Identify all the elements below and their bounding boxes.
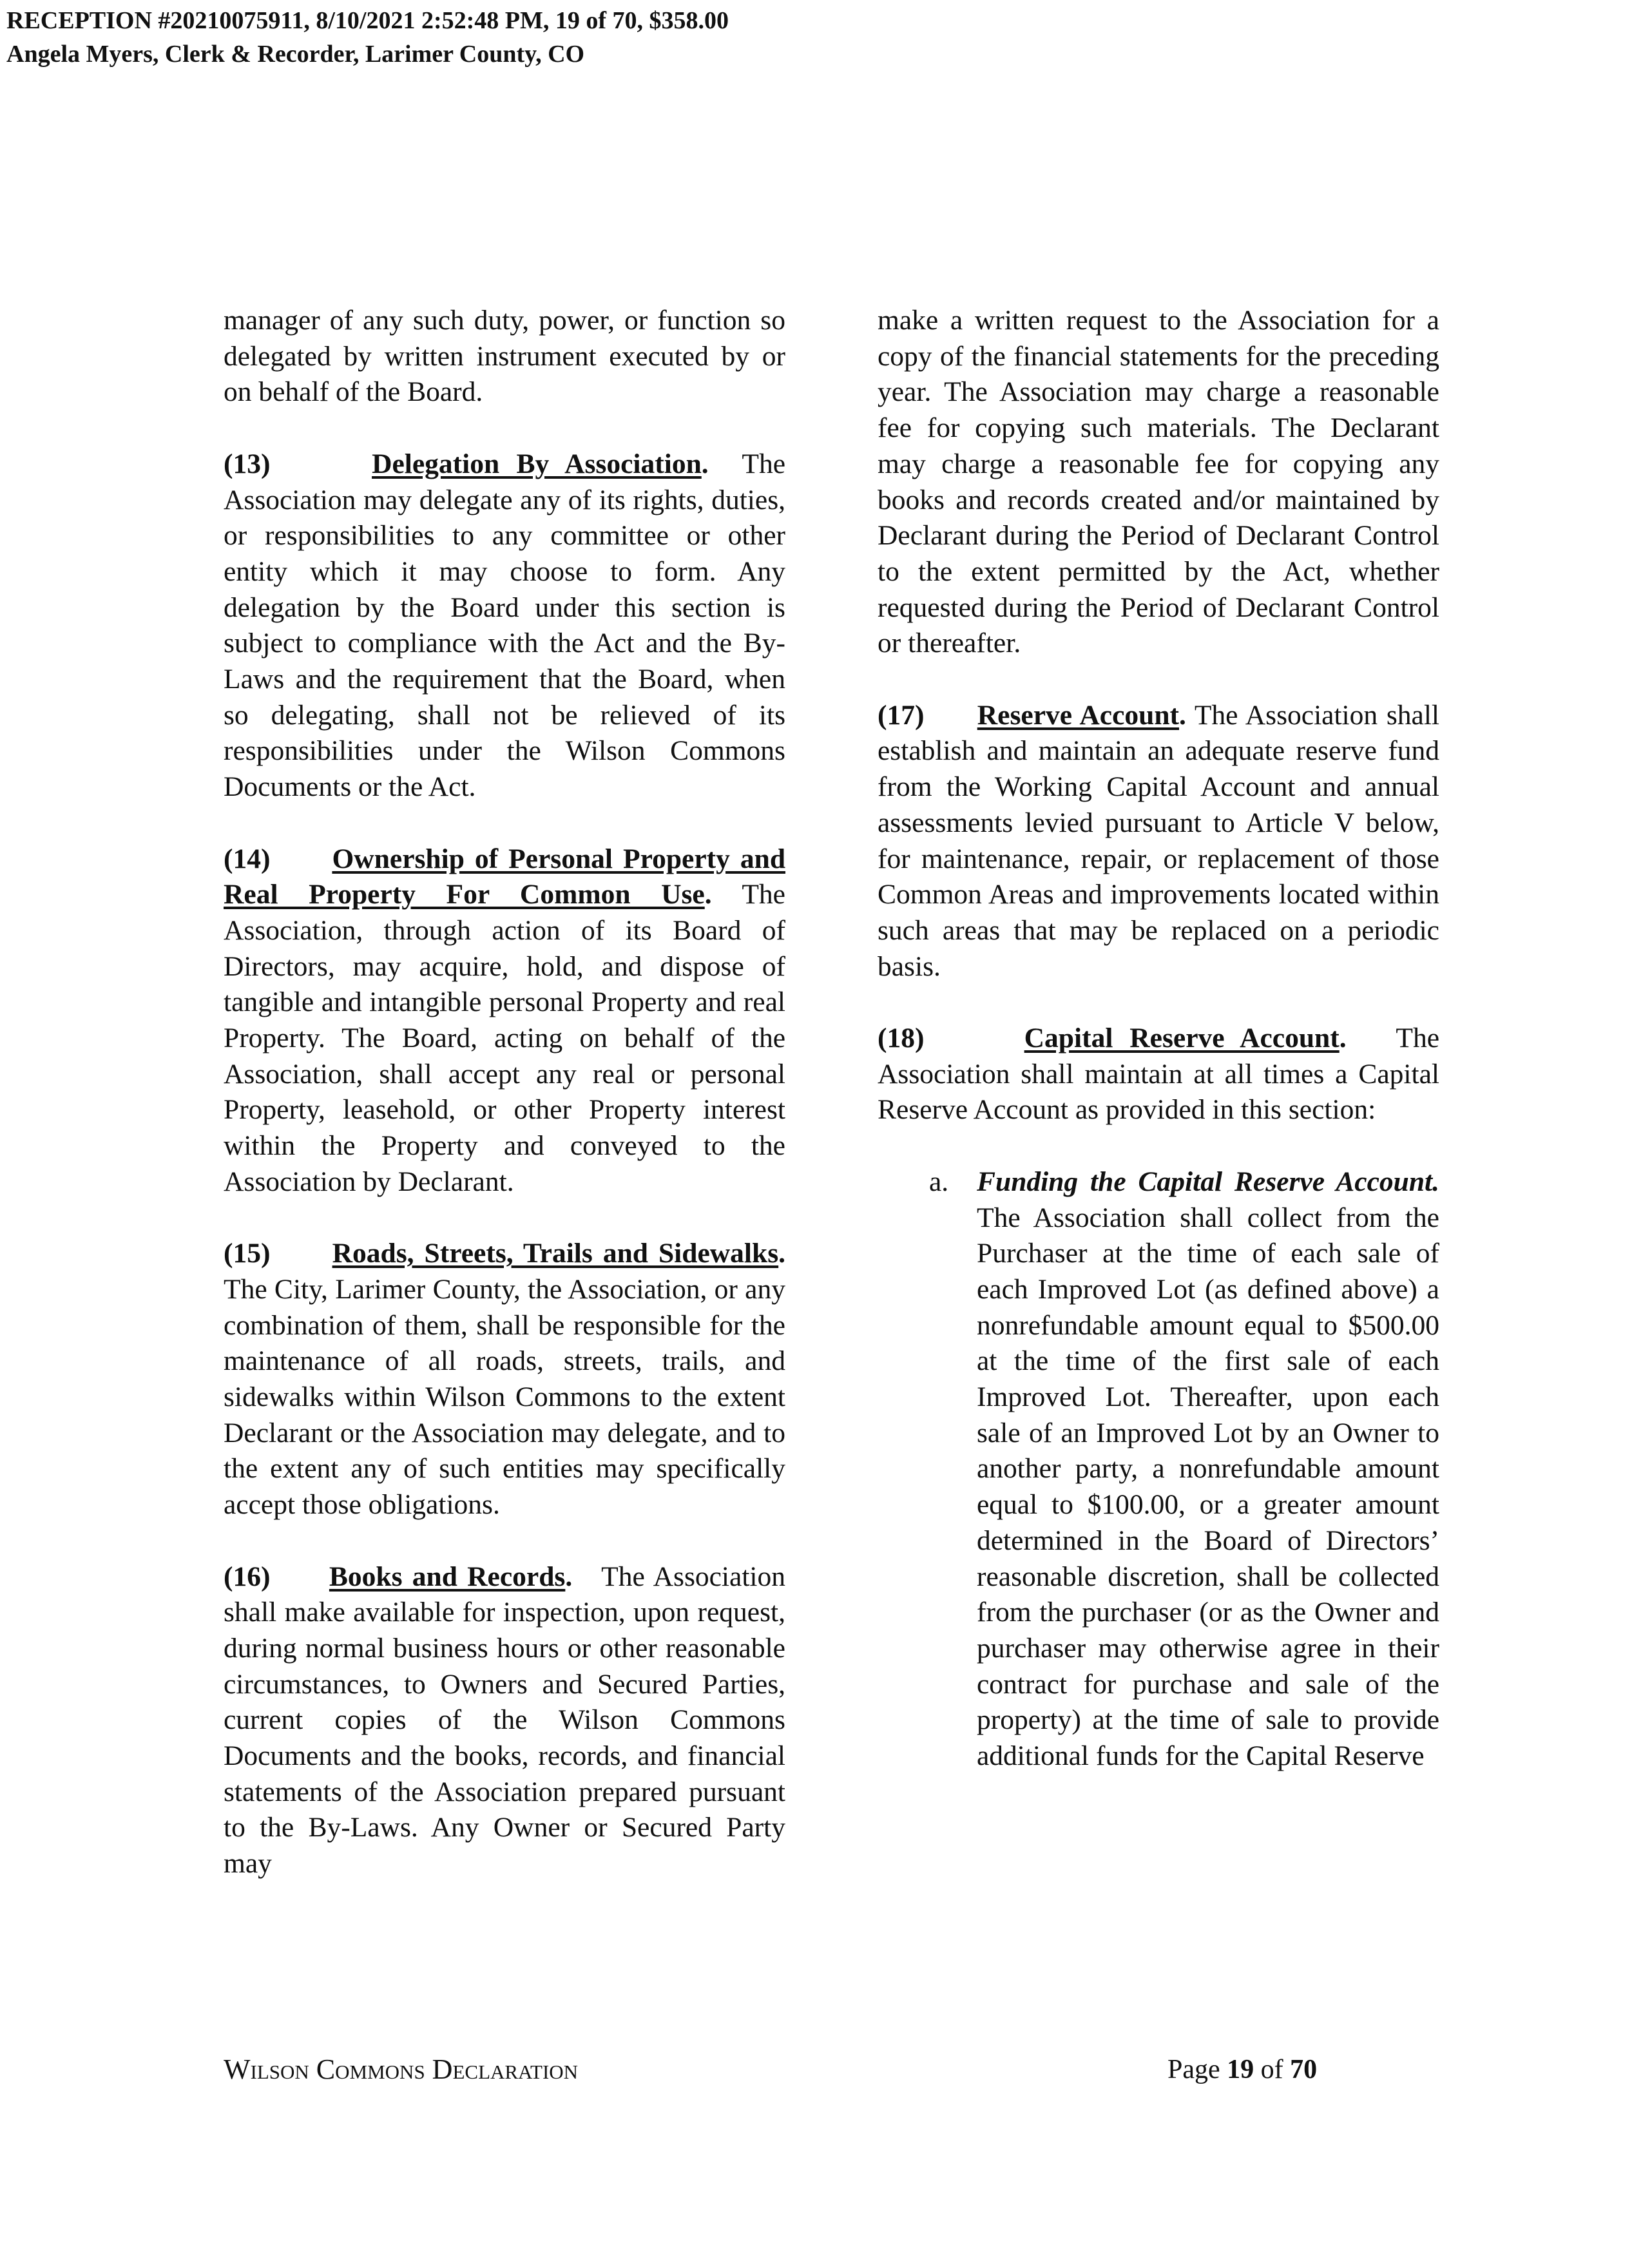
section-18-body: The Association shall maintain at all times a Capital Reserve Account as provided in this section: bbox=[878, 1023, 1440, 1126]
recording-stamp-line-1: RECEPTION #20210075911, 8/10/2021 2:52:48 PM, 19 of 70, $358.00 bbox=[6, 7, 729, 34]
page-current: 19 bbox=[1227, 2055, 1254, 2084]
section-18: (18) Capital Reserve Account. The Association shall maintain at all times a Capital Reserve Account as provided in this section: bbox=[878, 1023, 1440, 1126]
section-13-number: (13) bbox=[224, 448, 271, 479]
section-15: (15) Roads, Streets, Trails and Sidewalks. The City, Larimer County, the Association, or any combination of them, shall be responsible for the maintenance of all roads, streets, trails, and sidewalks within Wilson Commons to the extent Declarant or the Association may delegate, and to the extent any of such entities may specifically accept those obligations. bbox=[224, 1238, 785, 1521]
footer-page-number bbox=[1167, 2052, 1317, 2088]
section-17: (17) Reserve Account. The Association shall establish and maintain an adequate reserve fund from the Working Capital Account and annual assessments levied pursuant to Article V below, for maintenance, repair, or replacement of those Common Areas and improvements located within such areas that may be replaced on a periodic basis. bbox=[878, 699, 1440, 982]
section-18a-body: The Association shall collect from the Purchaser at the time of each sale of each Improved Lot (as defined above) a nonrefundable amount equal to $500.00 at the time of the first sale of each Improved Lot. Thereafter, upon each sale of an Improved Lot by an Owner to another party, a nonrefundable amount equal to $100.00, or a greater amount determined in the Board of Directors’ reasonable discretion, shall be collected from the purchaser (or as the Owner and purchaser may otherwise agree in their contract for purchase and sale of the property) at the time of sale to provide additional funds for the Capital Reserve bbox=[977, 1202, 1439, 1772]
section-13-heading: Delegation By Association bbox=[372, 448, 702, 479]
section-18-number: (18) bbox=[878, 1023, 925, 1054]
page-total: 70 bbox=[1290, 2055, 1318, 2084]
section-16-number: (16) bbox=[224, 1561, 271, 1592]
paragraph-continued: manager of any such duty, power, or function so delegated by written instrument executed by or on behalf of the Board. bbox=[224, 305, 785, 408]
section-16: (16) Books and Records. The Association shall make available for inspection, upon request, during normal business hours or other reasonable circumstances, to Owners and Secured Parties, current copies of the Wilson Commons Documents and the books, records, and financial statements of the Association prepared pursuant to the By-Laws. Any Owner or Secured Party may bbox=[224, 1561, 785, 1880]
section-16-heading: Books and Records bbox=[329, 1561, 566, 1592]
paragraph-continued-right: make a written request to the Association for a copy of the financial statements for the preceding year. The Association may charge a reasonable fee for copying such materials. The Declarant may charge a reasonable fee for copying any books and records created and/or maintained by Declarant during the Period of Declarant Control to the extent permitted by the Act, whether requested during the Period of Declarant Control or thereafter. bbox=[878, 305, 1439, 659]
section-15-number: (15) bbox=[224, 1238, 271, 1269]
section-17-heading: Reserve Account bbox=[977, 699, 1180, 731]
section-18a bbox=[929, 1164, 1439, 1775]
page-prefix: Page bbox=[1167, 2055, 1220, 2084]
footer-document-title: Wilson Commons Declaration bbox=[224, 2053, 579, 2085]
page-of: of bbox=[1260, 2055, 1283, 2084]
section-14-number: (14) bbox=[224, 843, 271, 874]
section-14-heading: Ownership of Personal Property and Real Property For Common Use bbox=[224, 843, 786, 910]
section-13-body: The Association may delegate any of its rights, duties, or responsibilities to any committee or other entity which it may choose to form. Any delegation by the Board under this section is subject to compliance with the Act and the By-Laws and the requirement that the Board, when so delegating, shall not be relieved of its responsibilities under the Wilson Commons Documents or the Act. bbox=[224, 448, 786, 803]
section-18-sublist bbox=[929, 1164, 1439, 1775]
section-16-body: The Association shall make available for inspection, upon request, during normal business hours or other reasonable circumstances, to Owners and Secured Parties, current copies of the Wilson Commons Documents and the books, records, and financial statements of the Association prepared pursuant to the By-Laws. Any Owner or Secured Party may bbox=[224, 1561, 785, 1880]
list-marker: a. bbox=[929, 1166, 949, 1197]
section-13: (13) Delegation By Association. The Association may delegate any of its rights, duties, or responsibilities to any committee or other entity which it may choose to form. Any delegation by the Board under this section is subject to compliance with the Act and the By-Laws and the requirement that the Board, when so delegating, shall not be relieved of its responsibilities under the Wilson Commons Documents or the Act. bbox=[224, 448, 786, 803]
section-15-body: The City, Larimer County, the Association, or any combination of them, shall be responsible for the maintenance of all roads, streets, trails, and sidewalks within Wilson Commons to the extent Declarant or the Association may delegate, and to the extent any of such entities may specifically accept those obligations. bbox=[224, 1273, 785, 1521]
recording-stamp-line-2: Angela Myers, Clerk & Recorder, Larimer County, CO bbox=[6, 41, 585, 68]
section-15-heading: Roads, Streets, Trails and Sidewalks bbox=[332, 1238, 779, 1269]
right-column bbox=[878, 303, 1439, 1775]
section-17-number: (17) bbox=[878, 699, 925, 731]
section-14-body: The Association, through action of its Board of Directors, may acquire, hold, and dispose of tangible and intangible personal Property and real Property. The Board, acting on behalf of the Association, shall accept any real or personal Property, leasehold, or other Property interest within the Property and conveyed to the Association by Declarant. bbox=[224, 879, 785, 1197]
section-18-heading: Capital Reserve Account bbox=[1024, 1023, 1340, 1054]
left-column bbox=[224, 303, 785, 1882]
section-14: (14) Ownership of Personal Property and Real Property For Common Use. The Association, through action of its Board of Directors, may acquire, hold, and dispose of tangible and intangible personal Property and real Property. The Board, acting on behalf of the Association, shall accept any real or personal Property, leasehold, or other Property interest within the Property and conveyed to the Association by Declarant. bbox=[224, 843, 786, 1197]
recording-stamp bbox=[6, 4, 729, 71]
section-18a-heading: Funding the Capital Reserve Account. bbox=[977, 1166, 1439, 1197]
section-17-body: The Association shall establish and maintain an adequate reserve fund from the Working Capital Account and annual assessments levied pursuant to Article V below, for maintenance, repair, or replacement of those Common Areas and improvements located within such areas that may be replaced on a periodic basis. bbox=[878, 699, 1440, 982]
